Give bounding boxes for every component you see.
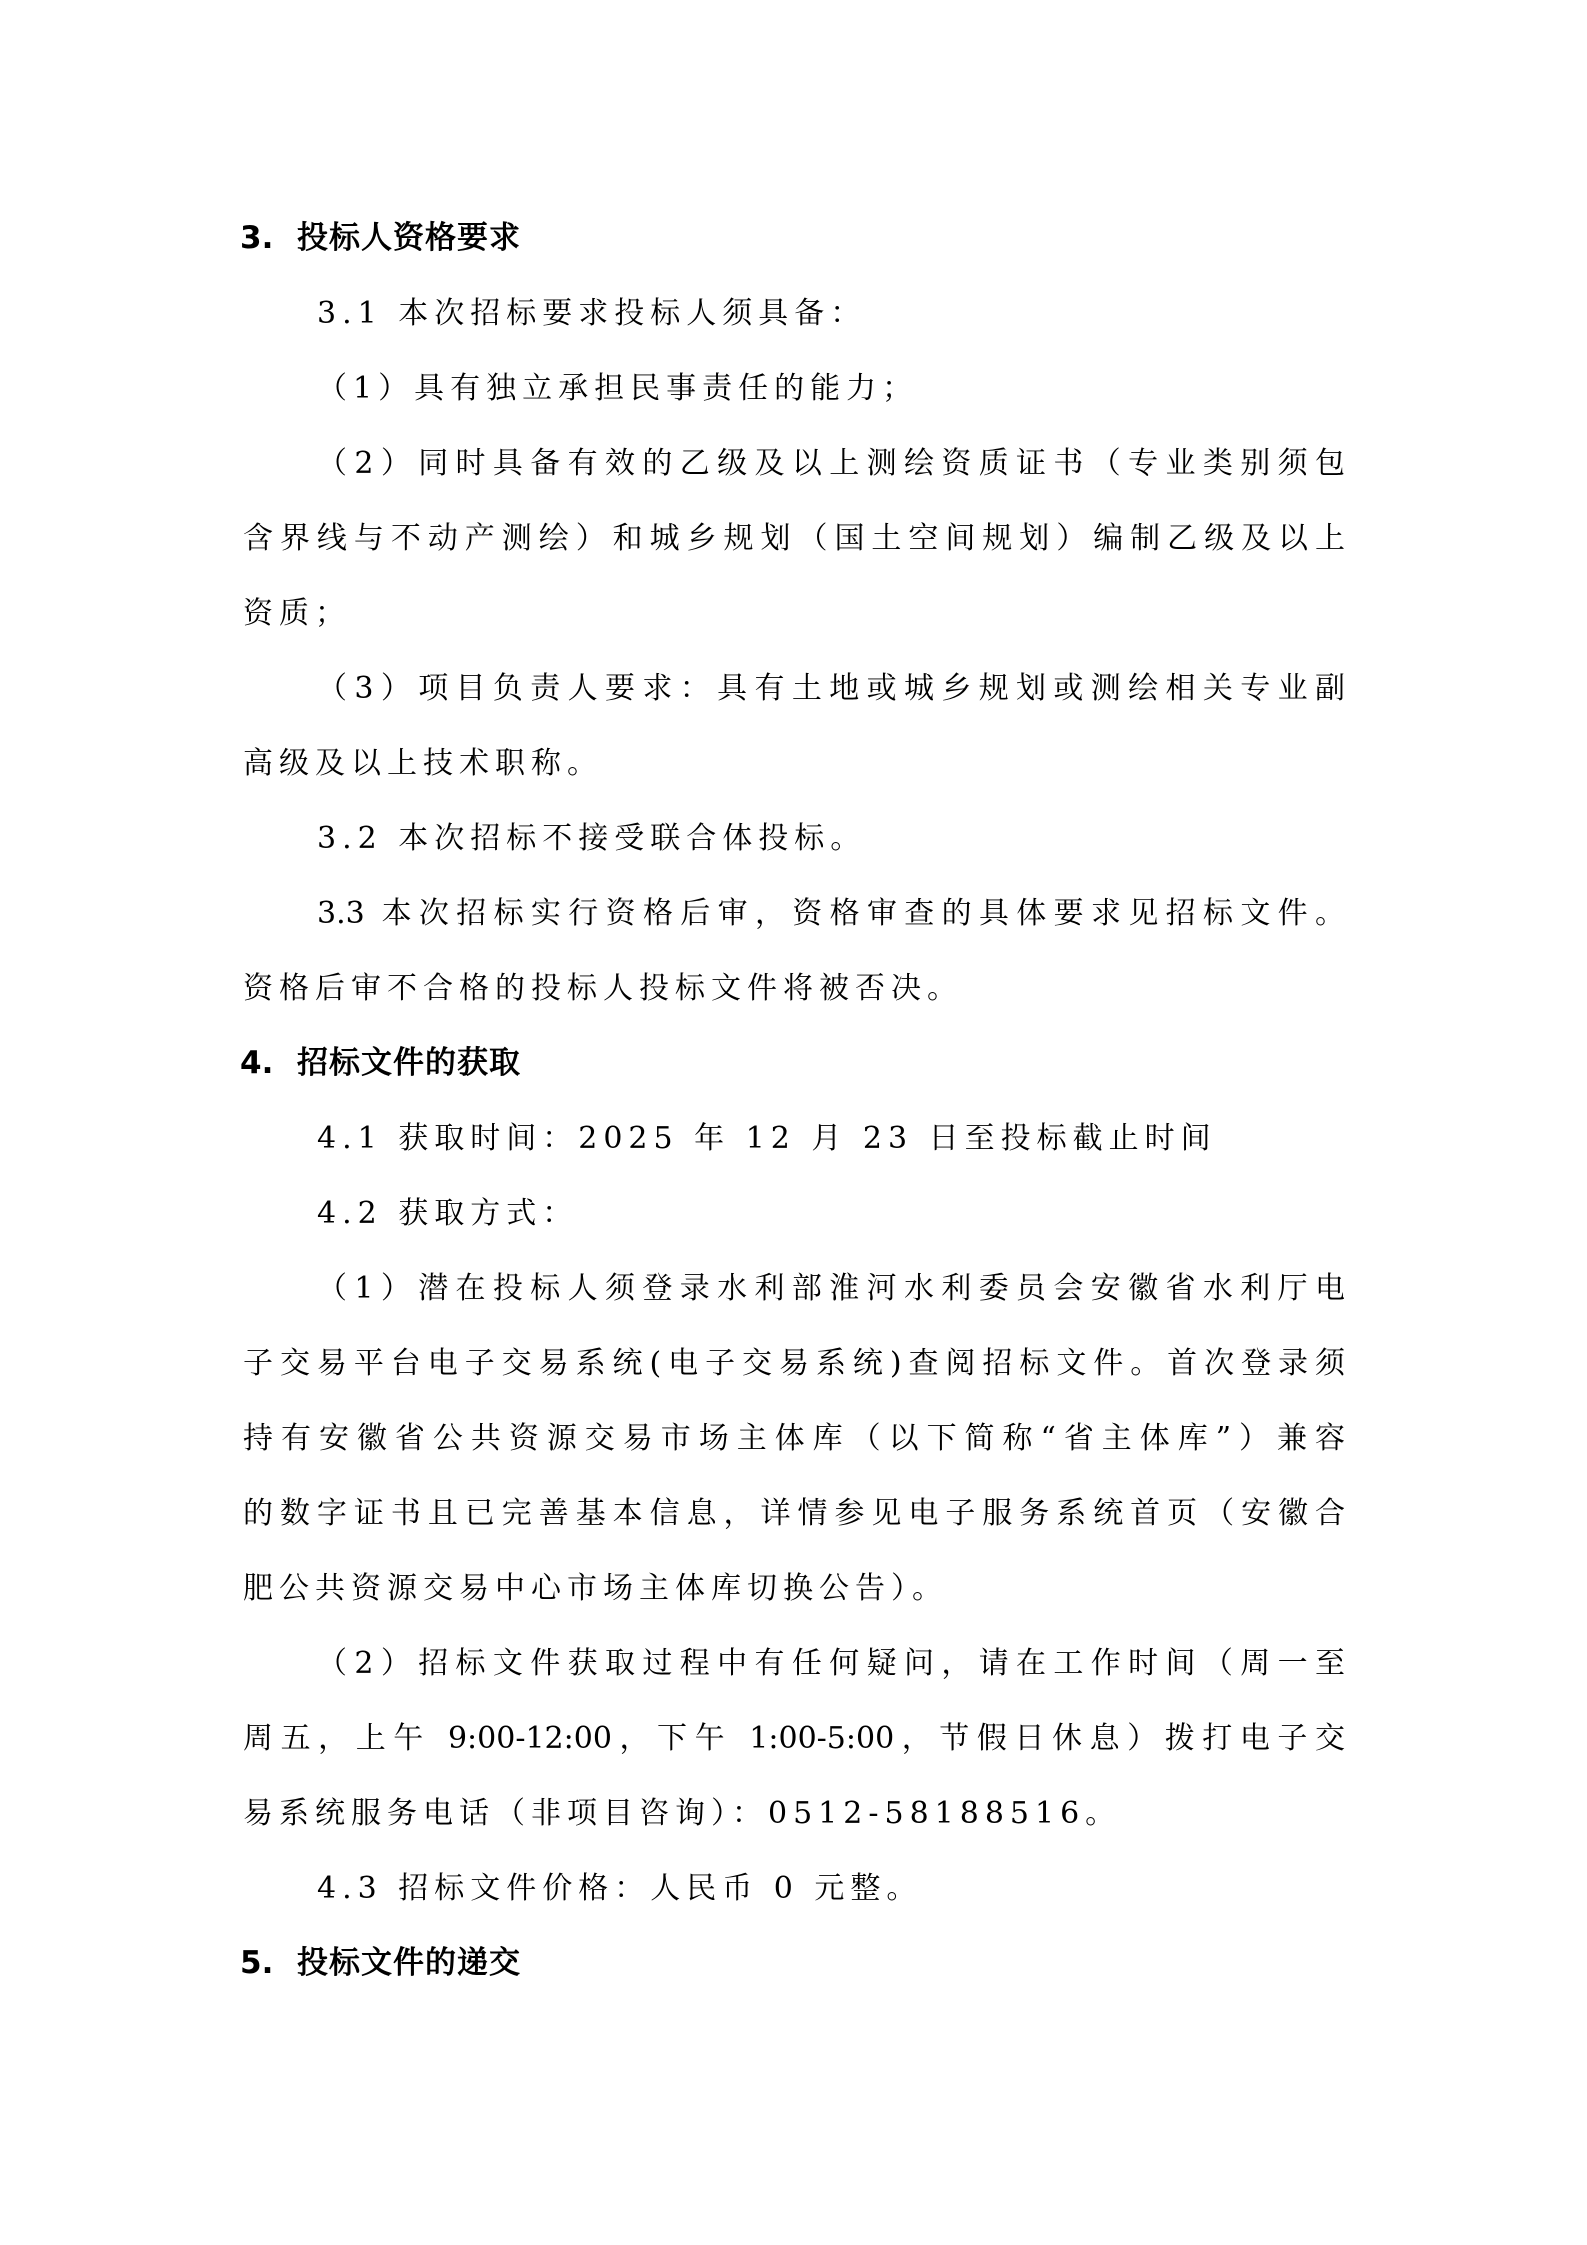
section-title: 招标文件的获取 <box>297 1045 521 1081</box>
paragraph-4-2-item-1-end: 肥公共资源交易中心市场主体库切换公告）。 <box>243 1571 948 1606</box>
paragraph-4-2-item-2-end: 易系统服务电话（非项目咨询）：0512-58188516。 <box>243 1796 1122 1831</box>
paragraph-3-1-item-3-end: 高级及以上技术职称。 <box>243 746 603 781</box>
paragraph-3-3-end: 资格后审不合格的投标人投标文件将被否决。 <box>243 971 963 1006</box>
paragraph-4-1: 4.1 获取时间：2025 年 12 月 23 日至投标截止时间 <box>317 1121 1217 1156</box>
paragraph-4-2-item-1-cont: 的数字证书且已完善基本信息，详情参见电子服务系统首页（安徽合 <box>243 1496 1345 1531</box>
section-number: 3. <box>240 220 274 256</box>
section-number: 5. <box>240 1945 274 1981</box>
paragraph-4-2-item-2-cont: 周五，上午 9:00-12:00，下午 1:00-5:00，节假日休息）拨打电子交 <box>243 1721 1345 1756</box>
section-heading-5 <box>240 1926 521 2001</box>
paragraph-4-2-item-1: （1）潜在投标人须登录水利部淮河水利委员会安徽省水利厅电 <box>317 1271 1345 1306</box>
paragraph-4-3: 4.3 招标文件价格：人民币 0 元整。 <box>317 1871 923 1906</box>
paragraph-3-1-item-2-end: 资质； <box>243 596 351 631</box>
paragraph-4-2-item-2: （2）招标文件获取过程中有任何疑问，请在工作时间（周一至 <box>317 1646 1345 1681</box>
section-title: 投标人资格要求 <box>297 220 521 256</box>
paragraph-3-1: 3.1 本次招标要求投标人须具备： <box>317 296 867 331</box>
paragraph-4-2: 4.2 获取方式： <box>317 1196 579 1231</box>
paragraph-3-3: 3.3 本次招标实行资格后审，资格审查的具体要求见招标文件。 <box>317 896 1345 931</box>
section-title: 投标文件的递交 <box>297 1945 521 1981</box>
paragraph-3-2: 3.2 本次招标不接受联合体投标。 <box>317 821 867 856</box>
paragraph-3-1-item-1: （1）具有独立承担民事责任的能力； <box>317 371 919 406</box>
paragraph-3-1-item-3: （3）项目负责人要求：具有土地或城乡规划或测绘相关专业副 <box>317 671 1345 706</box>
section-heading-3 <box>240 201 521 276</box>
paragraph-3-1-item-2-cont: 含界线与不动产测绘）和城乡规划（国土空间规划）编制乙级及以上 <box>243 521 1345 556</box>
section-number: 4. <box>240 1045 274 1081</box>
paragraph-4-2-item-1-cont: 持有安徽省公共资源交易市场主体库（以下简称“省主体库”）兼容 <box>243 1421 1345 1456</box>
section-heading-4 <box>240 1026 521 1101</box>
paragraph-4-2-item-1-cont: 子交易平台电子交易系统(电子交易系统)查阅招标文件。首次登录须 <box>243 1346 1345 1381</box>
paragraph-3-1-item-2: （2）同时具备有效的乙级及以上测绘资质证书（专业类别须包 <box>317 446 1345 481</box>
